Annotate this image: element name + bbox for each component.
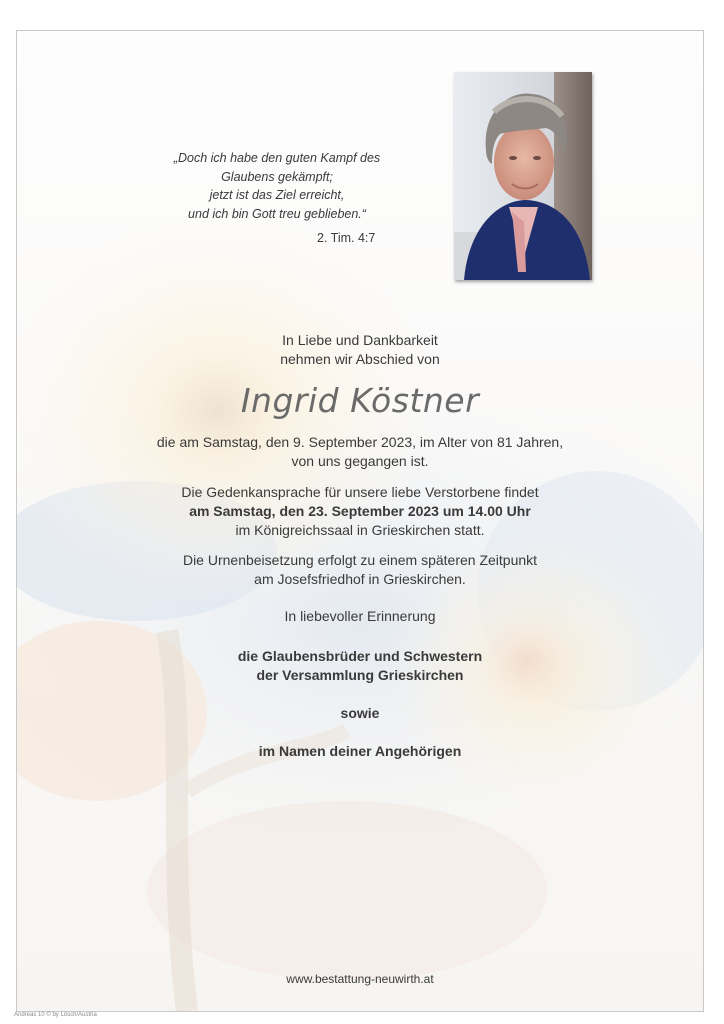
intro-text [17,331,703,369]
quote-reference: 2. Tim. 4:7 [317,231,376,245]
quote-line: jetzt ist das Ziel erreicht, [209,188,345,202]
memorial-line: Die Gedenkansprache für unsere liebe Verstorbene findet [181,484,539,500]
deceased-name: Ingrid Köstner [240,381,480,420]
bible-quote [137,149,417,223]
mourners-line: die Glaubensbrüder und Schwestern [237,648,483,664]
website-link[interactable]: www.bestattung-neuwirth.at [286,972,434,986]
copyright-note: Andreas 10 © by Lösch/Austria [14,1012,97,1018]
remembrance-text: In liebevoller Erinnerung [284,608,436,624]
memorial-service [17,483,703,540]
portrait-photo-icon [454,72,592,280]
mourners-group [17,647,703,685]
intro-line: In Liebe und Dankbarkeit [282,332,438,348]
sowie-text: sowie [340,705,380,721]
death-notice-line: die am Samstag, den 9. September 2023, im Alter von 81 Jahren, [156,434,564,450]
quote-line: und ich bin Gott treu geblieben.“ [188,206,366,221]
quote-line: Glaubens gekämpft; [221,169,333,184]
intro-line: nehmen wir Abschied von [280,351,440,367]
memorial-date: am Samstag, den 23. September 2023 um 14.00 Uhr [189,503,531,519]
burial-info [17,551,703,589]
burial-line: Die Urnenbeisetzung erfolgt zu einem späteren Zeitpunkt [182,552,538,568]
memorial-line: im Königreichssaal in Grieskirchen statt. [235,522,485,538]
obituary-frame [16,30,704,1012]
family-text: im Namen deiner Angehörigen [258,743,462,759]
burial-line: am Josefsfriedhof in Grieskirchen. [254,571,466,587]
death-notice [17,433,703,471]
death-notice-line: von uns gegangen ist. [291,453,429,469]
quote-line: „Doch ich habe den guten Kampf des [173,151,381,165]
mourners-line: der Versammlung Grieskirchen [256,667,464,683]
